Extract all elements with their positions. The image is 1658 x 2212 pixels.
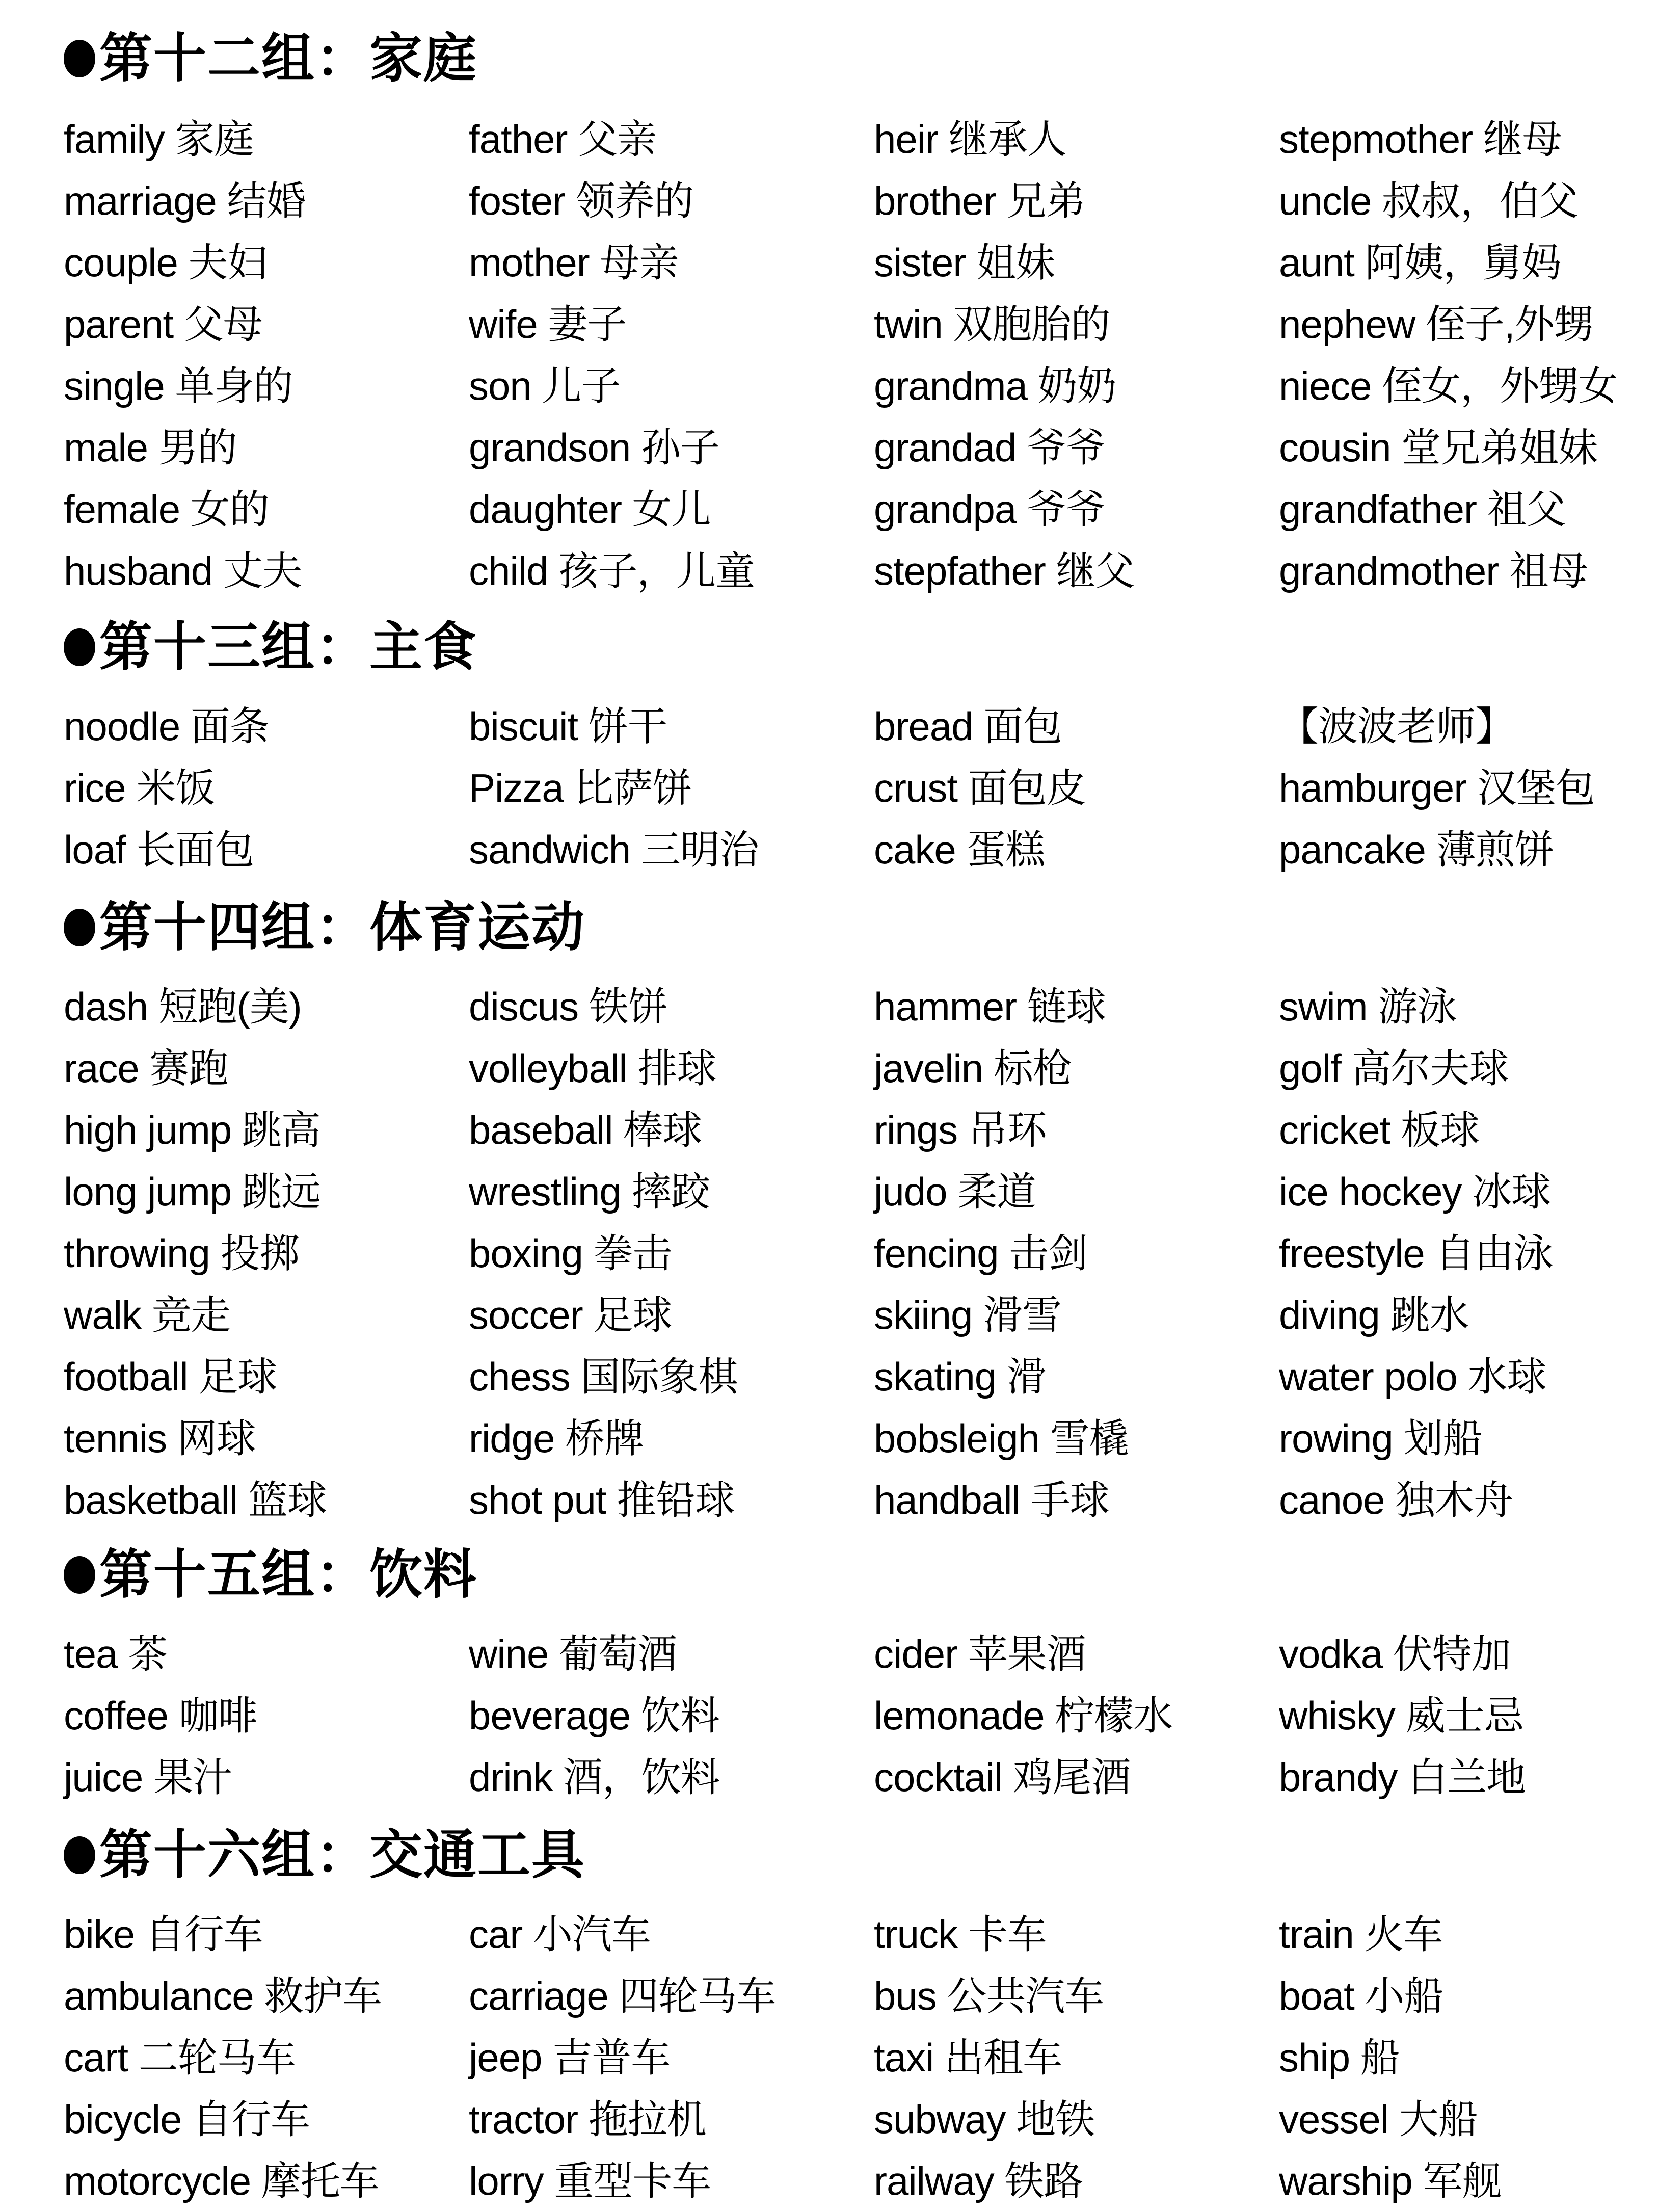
vocab-item: cousin 堂兄弟姐妹 bbox=[1279, 425, 1598, 470]
vocab-item: pancake 薄煎饼 bbox=[1279, 827, 1554, 872]
vocab-item: cake 蛋糕 bbox=[874, 827, 1045, 872]
vocab-item: diving 跳水 bbox=[1279, 1293, 1469, 1337]
vocab-item: aunt 阿姨，舅妈 bbox=[1279, 240, 1561, 285]
vocab-item: rowing 划船 bbox=[1279, 1416, 1482, 1461]
vocab-item: heir 继承人 bbox=[874, 117, 1066, 162]
vocab-item: biscuit 饼干 bbox=[469, 704, 667, 749]
vocab-item: hamburger 汉堡包 bbox=[1279, 766, 1595, 810]
section-heading-family bbox=[64, 25, 477, 92]
bullet-icon bbox=[64, 628, 95, 666]
vocab-item: fencing 击剑 bbox=[874, 1231, 1088, 1276]
vocab-item: niece 侄女，外甥女 bbox=[1279, 363, 1618, 408]
vocab-item: race 赛跑 bbox=[64, 1046, 228, 1091]
vocab-item: brother 兄弟 bbox=[874, 178, 1085, 223]
vocab-item: family 家庭 bbox=[64, 117, 254, 162]
vocab-item: hammer 链球 bbox=[874, 984, 1106, 1029]
vocab-item: ambulance 救护车 bbox=[64, 1973, 382, 2018]
vocab-item: soccer 足球 bbox=[469, 1293, 672, 1337]
watermark-label: 【波波老师】 bbox=[1279, 704, 1515, 749]
vocab-item: shot put 推铅球 bbox=[469, 1478, 735, 1522]
vocab-item: male 男的 bbox=[64, 425, 237, 470]
bullet-icon bbox=[64, 1836, 95, 1874]
vocab-item: sister 姐妹 bbox=[874, 240, 1055, 285]
section-title: 第十四组：体育运动 bbox=[99, 898, 586, 957]
bullet-icon bbox=[64, 1556, 95, 1594]
vocab-item: tractor 拖拉机 bbox=[469, 2097, 706, 2142]
vocab-item: dash 短跑(美) bbox=[64, 984, 302, 1029]
vocab-item: motorcycle 摩托车 bbox=[64, 2158, 379, 2203]
vocab-item: rings 吊环 bbox=[874, 1108, 1047, 1152]
vocab-item: freestyle 自由泳 bbox=[1279, 1231, 1553, 1276]
section-heading-sports bbox=[64, 894, 585, 961]
vocab-item: bike 自行车 bbox=[64, 1912, 263, 1957]
vocab-item: grandpa 爷爷 bbox=[874, 487, 1105, 532]
vocab-item: wrestling 摔跤 bbox=[469, 1169, 710, 1214]
section-title: 第十五组：饮料 bbox=[99, 1545, 478, 1604]
vocab-item: grandson 孙子 bbox=[469, 425, 719, 470]
vocab-item: couple 夫妇 bbox=[64, 240, 267, 285]
vocab-item: stepfather 继父 bbox=[874, 548, 1135, 593]
vocab-item: wife 妻子 bbox=[469, 302, 627, 347]
bullet-icon bbox=[64, 40, 95, 77]
vocab-item: rice 米饭 bbox=[64, 766, 215, 810]
vocab-item: foster 领养的 bbox=[469, 178, 693, 223]
vocab-item: juice 果汁 bbox=[64, 1755, 232, 1800]
word-grid-drinks bbox=[64, 1623, 1658, 1808]
vocab-item: son 儿子 bbox=[469, 363, 621, 408]
vocab-item: ridge 桥牌 bbox=[469, 1416, 644, 1461]
vocab-item: walk 竞走 bbox=[64, 1293, 230, 1337]
vocab-item: chess 国际象棋 bbox=[469, 1354, 738, 1399]
vocab-item: brandy 白兰地 bbox=[1279, 1755, 1526, 1800]
section-heading-drinks bbox=[64, 1542, 477, 1608]
vocab-item: grandmother 祖母 bbox=[1279, 548, 1588, 593]
vocab-item: handball 手球 bbox=[874, 1478, 1109, 1522]
vocab-item: ship 船 bbox=[1279, 2035, 1400, 2080]
vocab-item: bicycle 自行车 bbox=[64, 2097, 310, 2142]
vocab-item: javelin 标枪 bbox=[874, 1046, 1072, 1091]
vocab-item: train 火车 bbox=[1279, 1912, 1443, 1957]
vocab-item: subway 地铁 bbox=[874, 2097, 1095, 2142]
section-title: 第十二组：家庭 bbox=[99, 29, 478, 88]
vocab-item: cider 苹果酒 bbox=[874, 1631, 1086, 1676]
vocab-item: golf 高尔夫球 bbox=[1279, 1046, 1509, 1091]
vocab-item: sandwich 三明治 bbox=[469, 827, 759, 872]
bullet-icon bbox=[64, 909, 95, 946]
vocab-item: railway 铁路 bbox=[874, 2158, 1083, 2203]
vocab-item: whisky 威士忌 bbox=[1279, 1693, 1523, 1738]
vocab-item: parent 父母 bbox=[64, 302, 262, 347]
vocab-item: uncle 叔叔，伯父 bbox=[1279, 178, 1579, 223]
vocab-item: daughter 女儿 bbox=[469, 487, 711, 532]
vocab-item: jeep 吉普车 bbox=[469, 2035, 671, 2080]
vocab-item: marriage 结婚 bbox=[64, 178, 306, 223]
vocab-item: father 父亲 bbox=[469, 117, 657, 162]
vocab-item: stepmother 继母 bbox=[1279, 117, 1562, 162]
vocab-item: coffee 咖啡 bbox=[64, 1693, 257, 1738]
word-grid-family bbox=[64, 109, 1658, 602]
vocab-item: skiing 滑雪 bbox=[874, 1293, 1062, 1337]
vocab-item: child 孩子，儿童 bbox=[469, 548, 755, 593]
vocab-item: bobsleigh 雪橇 bbox=[874, 1416, 1129, 1461]
vocab-item: volleyball 排球 bbox=[469, 1046, 716, 1091]
vocab-item: taxi 出租车 bbox=[874, 2035, 1062, 2080]
vocab-item: basketball 篮球 bbox=[64, 1478, 327, 1522]
vocab-item: ice hockey 冰球 bbox=[1279, 1169, 1551, 1214]
vocab-item: vessel 大船 bbox=[1279, 2097, 1478, 2142]
vocab-item: carriage 四轮马车 bbox=[469, 1973, 776, 2018]
vocab-item: bus 公共汽车 bbox=[874, 1973, 1104, 2018]
vocab-item: crust 面包皮 bbox=[874, 766, 1086, 810]
vocab-item: long jump 跳远 bbox=[64, 1169, 320, 1214]
section-title: 第十三组：主食 bbox=[99, 618, 478, 677]
vocab-item: grandad 爷爷 bbox=[874, 425, 1105, 470]
vocab-item: wine 葡萄酒 bbox=[469, 1631, 677, 1676]
vocab-item: boat 小船 bbox=[1279, 1973, 1443, 2018]
vocab-item: Pizza 比萨饼 bbox=[469, 766, 692, 810]
word-grid-staple-food bbox=[64, 696, 1658, 881]
section-heading-transport bbox=[64, 1822, 585, 1888]
vocab-item: noodle 面条 bbox=[64, 704, 269, 749]
vocab-item: mother 母亲 bbox=[469, 240, 679, 285]
vocab-item: bread 面包 bbox=[874, 704, 1062, 749]
vocab-item: cricket 板球 bbox=[1279, 1108, 1480, 1152]
word-grid-sports bbox=[64, 976, 1658, 1531]
vocab-item: nephew 侄子,外甥 bbox=[1279, 302, 1593, 347]
vocab-item: discus 铁饼 bbox=[469, 984, 667, 1029]
vocab-item: tea 茶 bbox=[64, 1631, 168, 1676]
vocab-item: drink 酒，饮料 bbox=[469, 1755, 720, 1800]
word-grid-transport bbox=[64, 1904, 1658, 2212]
vocab-item: warship 军舰 bbox=[1279, 2158, 1502, 2203]
vocab-item: beverage 饮料 bbox=[469, 1693, 719, 1738]
vocab-item: grandfather 祖父 bbox=[1279, 487, 1566, 532]
vocab-item: lorry 重型卡车 bbox=[469, 2158, 711, 2203]
vocab-item: water polo 水球 bbox=[1279, 1354, 1546, 1399]
vocab-item: cart 二轮马车 bbox=[64, 2035, 296, 2080]
vocab-item: football 足球 bbox=[64, 1354, 277, 1399]
vocab-item: skating 滑 bbox=[874, 1354, 1046, 1399]
vocab-item: car 小汽车 bbox=[469, 1912, 651, 1957]
vocab-item: tennis 网球 bbox=[64, 1416, 256, 1461]
vocab-item: truck 卡车 bbox=[874, 1912, 1047, 1957]
vocab-item: lemonade 柠檬水 bbox=[874, 1693, 1173, 1738]
section-title: 第十六组：交通工具 bbox=[99, 1826, 586, 1885]
vocab-item: twin 双胞胎的 bbox=[874, 302, 1110, 347]
vocab-item: canoe 独木舟 bbox=[1279, 1478, 1513, 1522]
vocab-item: boxing 拳击 bbox=[469, 1231, 672, 1276]
vocab-item: female 女的 bbox=[64, 487, 269, 532]
vocab-item: throwing 投掷 bbox=[64, 1231, 299, 1276]
vocab-item: husband 丈夫 bbox=[64, 548, 302, 593]
vocab-item: loaf 长面包 bbox=[64, 827, 254, 872]
vocab-item: grandma 奶奶 bbox=[874, 363, 1116, 408]
vocab-item: high jump 跳高 bbox=[64, 1108, 320, 1152]
vocab-item: cocktail 鸡尾酒 bbox=[874, 1755, 1131, 1800]
section-heading-staple-food bbox=[64, 614, 477, 680]
vocab-item: single 单身的 bbox=[64, 363, 293, 408]
vocab-item: judo 柔道 bbox=[874, 1169, 1036, 1214]
vocab-item: vodka 伏特加 bbox=[1279, 1631, 1511, 1676]
vocab-item: swim 游泳 bbox=[1279, 984, 1457, 1029]
vocab-item: baseball 棒球 bbox=[469, 1108, 702, 1152]
